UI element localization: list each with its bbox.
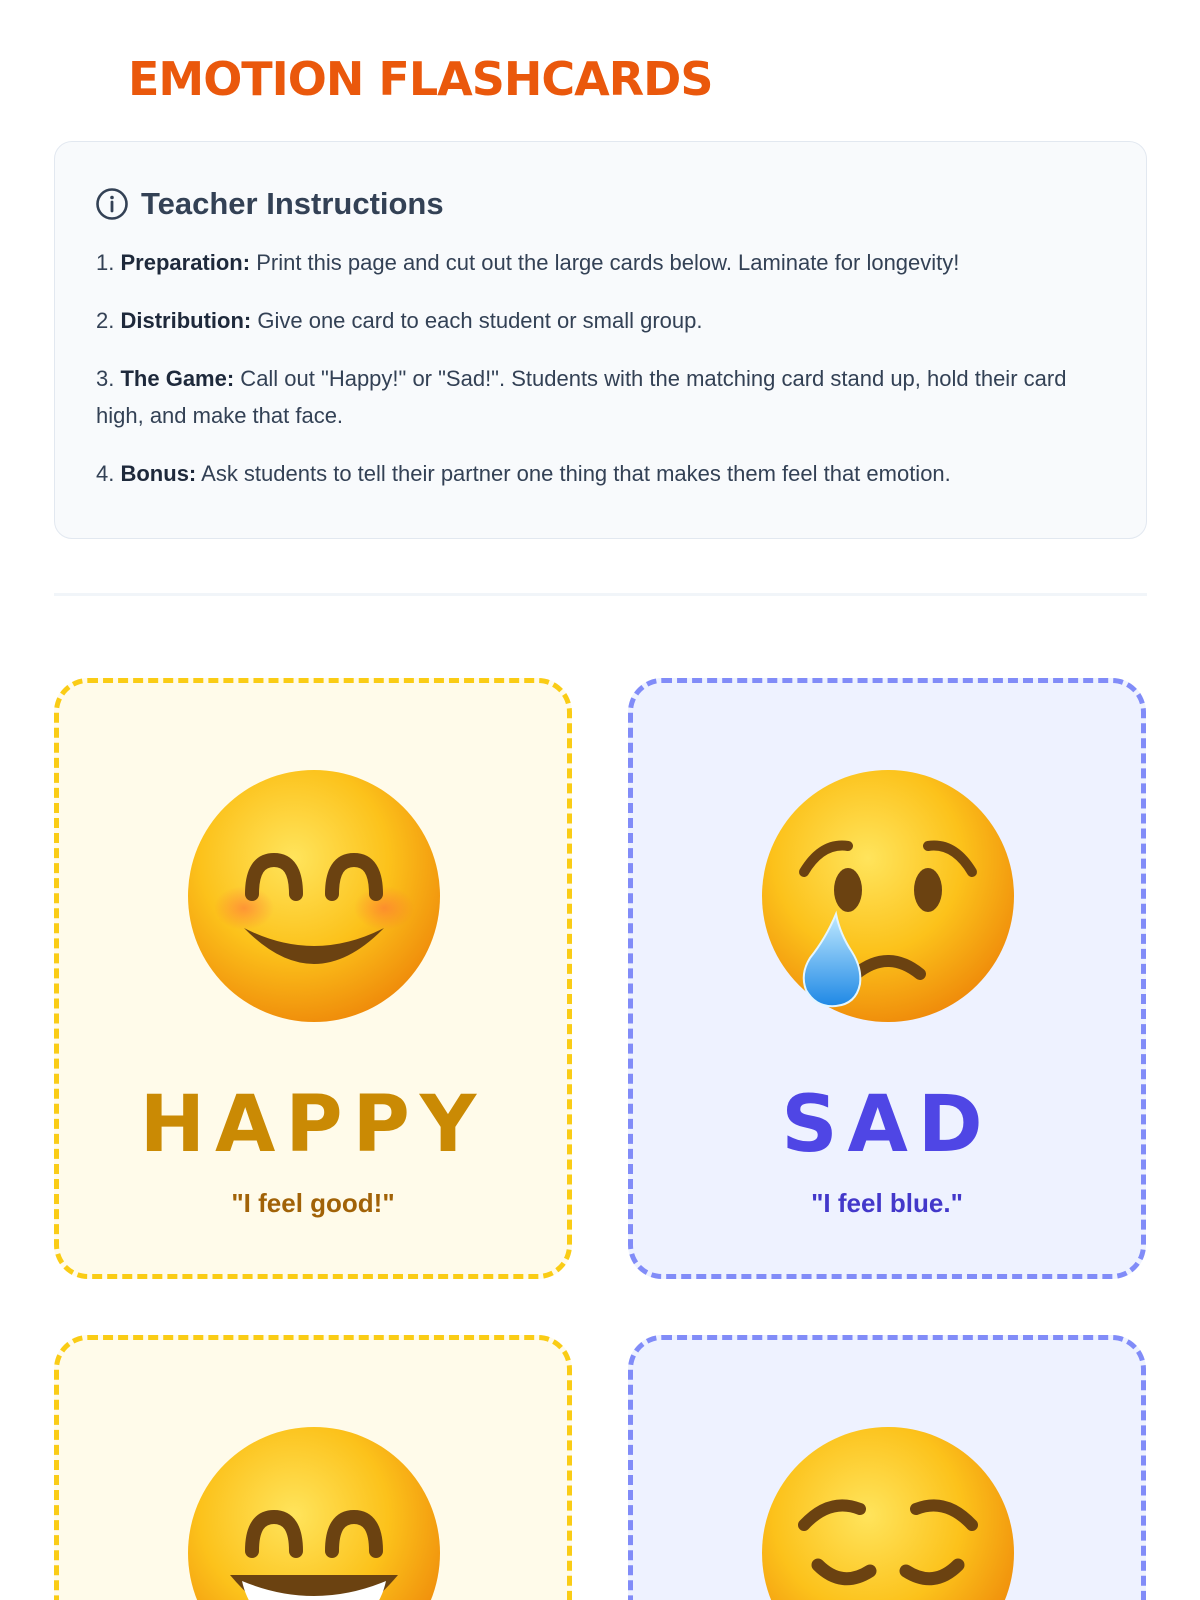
divider — [54, 593, 1147, 596]
emotion-word: HAPPY — [139, 1080, 487, 1170]
emotion-caption: "I feel good!" — [231, 1188, 395, 1218]
instructions-heading: Teacher Instructions — [141, 186, 444, 221]
instructions-list — [96, 244, 1106, 513]
grinning-face-icon — [186, 1425, 442, 1600]
grinning-flashcard — [54, 1335, 572, 1600]
emotion-word: SAD — [781, 1080, 993, 1170]
happy-flashcard — [54, 678, 572, 1279]
instruction-step: 3. The Game: Call out "Happy!" or "Sad!". Students with the matching card stand up, hold their card high, and make that face. — [96, 366, 1067, 428]
pensive-face-icon — [760, 1425, 1016, 1600]
instructions-header — [95, 186, 444, 222]
pensive-flashcard — [628, 1335, 1146, 1600]
instruction-step: 2. Distribution: Give one card to each student or small group. — [96, 308, 703, 333]
instruction-step: 1. Preparation: Print this page and cut out the large cards below. Laminate for longevity! — [96, 250, 960, 275]
emotion-caption: "I feel blue." — [811, 1188, 963, 1218]
smiling-face-icon — [186, 768, 442, 1024]
sad-flashcard — [628, 678, 1146, 1279]
instruction-step: 4. Bonus: Ask students to tell their partner one thing that makes them feel that emotion. — [96, 461, 951, 486]
crying-face-icon — [760, 768, 1016, 1024]
page-title: EMOTION FLASHCARDS — [128, 52, 713, 106]
info-icon — [95, 187, 129, 221]
teacher-instructions-panel — [54, 141, 1147, 539]
